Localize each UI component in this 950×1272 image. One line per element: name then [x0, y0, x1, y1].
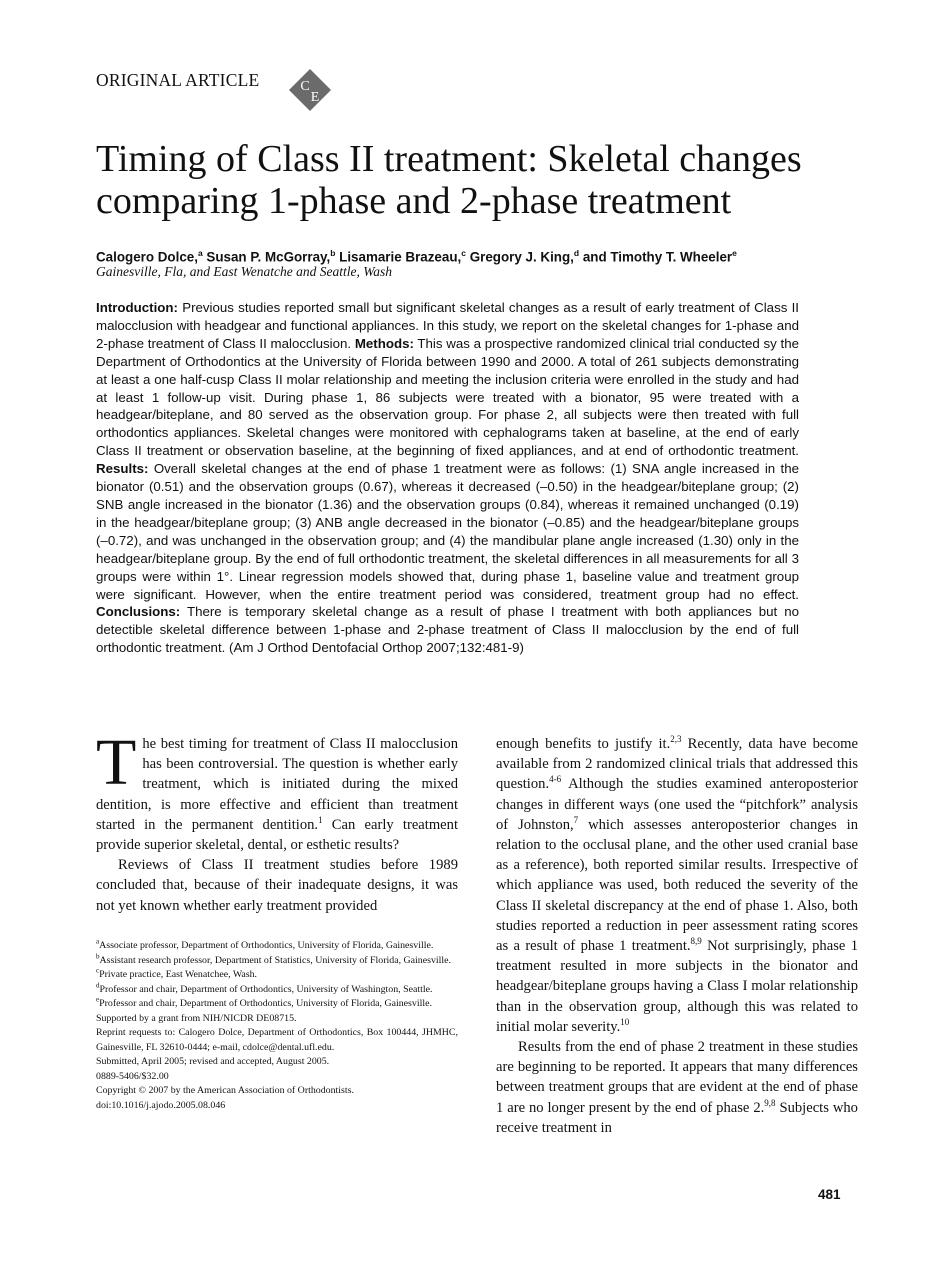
author-mark: c — [461, 248, 466, 258]
abstract — [96, 299, 799, 657]
footnote — [96, 968, 458, 983]
footnote-text: Professor and chair, Department of Orthodontics, University of Washington, Seattle. — [99, 983, 433, 995]
body-paragraph — [96, 855, 458, 916]
paragraph-text: Results from the end of phase 2 treatment in these studies are beginning to be reported. It appears that many differences between treatment groups that are evident at the end of phase 1 are no longer present by the end of phase 2. — [496, 1039, 858, 1116]
issn: 0889-5406/$32.00 — [96, 1070, 169, 1082]
footnote-text: Professor and chair, Department of Orthodontics, University of Florida, Gainesville. — [99, 998, 432, 1009]
author-name: Susan P. McGorray, — [206, 249, 331, 265]
section-label: ORIGINAL ARTICLE — [96, 70, 260, 90]
paragraph-text: Recently, data have become available from 2 randomized clinical trials that addressed this question. — [496, 736, 858, 793]
paragraph-text: Not surprisingly, phase 1 treatment resulted in more subjects in the bionator and headgear/biteplane groups having a Class I molar relationship than in the observation group, although this was related to initial molar severity. — [496, 938, 859, 1035]
abstract-methods: This was a prospective randomized clinical trial conducted sy the Department of Orthodontics at the University of Florida between 1990 and 2000. A total of 261 subjects demonstrating at least a one half-cusp Class II molar relationship and meeting the inclusion criteria were enrolled in the study and had at least 1 follow-up visit. During phase 1, 86 subjects were treated with a bionator, 95 were treated with a headgear/biteplane, and 80 served as the observation group. For phase 2, all subjects were then treated with full orthodontics appliances. Skeletal changes were monitored with cephalograms taken at baseline, at the end of early Class II treatment or observation baseline, at the beginning of fixed appliances, and at end of orthodontic treatment. — [96, 335, 799, 459]
badge-letter-c: C — [300, 79, 310, 94]
copyright-line: Copyright © 2007 by the American Association of Orthodontists. — [96, 1085, 354, 1096]
footnote-text: Associate professor, Department of Orthodontics, University of Florida, Gainesville. — [99, 940, 434, 951]
reprint-note: Reprint requests to: Calogero Dolce, Department of Orthodontics, Box 100444, JHMHC, Gainesville, FL 32610-0444; e-mail, cdolce@dental.ufl.edu. — [96, 1027, 458, 1053]
author-locations: Gainesville, Fla, and East Wenatche and Seattle, Wash — [96, 264, 392, 279]
paragraph-text: he best timing for treatment of Class II malocclusion has been controversial. The question is whether early treatment, which is initiated during the mixed dentition, is more effective and efficient than treatment started in the permanent dentition. — [96, 736, 458, 833]
paragraph-text: which assesses anteroposterior changes in relation to the occlusal plane, and the other used cranial base as a reference), both reported similar results. Irrespective of which appliance was used, both reduced the severity of the Class II skeletal discrepancy at the end of phase 1. Also, both studies reported a reduction in peer assessment rating scores as a result of phase 1 treatment. — [496, 816, 858, 955]
footnote-mark: b — [96, 952, 100, 961]
footnote — [96, 939, 458, 954]
page-number: 481 — [818, 1187, 841, 1202]
abstract-results: Overall skeletal changes at the end of phase 1 treatment were as follows: (1) SNA angle increased in the bionator (0.51) and the observation groups (0.67), whereas it decreased (–0.50) in the headgear/biteplane group; (2) SNB angle increased in the bionator (1.36) and the observation groups (0.84), whereas it remained unchanged (0.19) in the headgear/biteplane group; (3) ANB angle decreased in the bionator (–0.85) and the headgear/biteplane groups (–0.72), and was unchanged in the observation group; and (4) the mandibular plane angle increased (1.30) only in the headgear/biteplane group. By the end of full orthodontic treatment, the skeletal differences in all measurements for all 3 groups were within 1°. Linear regression models showed that, during phase 1, baseline value and treatment group were significant. However, when the entire treatment period was considered, treatment group had no effect. — [96, 461, 799, 602]
citation-ref: 1 — [318, 814, 323, 825]
continuing-education-badge — [288, 68, 332, 112]
citation-ref: 2,3 — [670, 734, 682, 745]
abstract-conclusions: There is temporary skeletal change as a result of phase I treatment with both appliances but no detectible skeletal difference between 1-phase and 2-phase treatment of Class II malocclusion by the end of full orthodontic treatment. (Am J Orthod Dentofacial Orthop 2007;132:481-9) — [96, 604, 799, 656]
citation-ref: 8,9 — [690, 936, 702, 947]
footnote-text: Private practice, East Wenatchee, Wash. — [99, 969, 258, 980]
footnote-text: Assistant research professor, Department of Statistics, University of Florida, Gainesville. — [99, 954, 451, 966]
abstract-results-label: Results: — [96, 461, 149, 477]
body-column-left — [96, 726, 459, 916]
abstract-methods-label: Methods: — [354, 335, 414, 351]
body-paragraph — [496, 734, 858, 1037]
abstract-intro-label: Introduction: — [96, 300, 178, 315]
grant-note: Supported by a grant from NIH/NICDR DE08715. — [96, 1012, 297, 1024]
footnote-mark: e — [96, 995, 100, 1004]
body-column-right — [496, 734, 858, 1138]
citation-ref: 10 — [620, 1016, 630, 1027]
author-name: Lisamarie Brazeau, — [339, 249, 462, 265]
author-mark: e — [732, 248, 737, 258]
footnote-mark: d — [96, 981, 100, 990]
citation-ref: 4-6 — [549, 774, 562, 785]
body-paragraph — [496, 1037, 858, 1138]
author-name: Calogero Dolce, — [96, 249, 198, 265]
paragraph-text: Subjects who receive treatment in — [496, 1099, 858, 1136]
title-line-2: comparing 1-phase and 2-phase treatment — [96, 180, 732, 222]
paragraph-text: enough benefits to justify it. — [496, 736, 671, 752]
footnote — [96, 997, 458, 1012]
doi-link: doi:10.1016/j.ajodo.2005.08.046 — [96, 1099, 226, 1111]
author-mark: b — [330, 248, 336, 258]
footnote — [96, 983, 458, 998]
submission-dates: Submitted, April 2005; revised and accepted, August 2005. — [96, 1056, 330, 1067]
citation-ref: 7 — [573, 814, 579, 825]
footnote-mark: c — [96, 966, 100, 975]
footnote — [96, 954, 458, 969]
citation-ref: 9,8 — [764, 1097, 776, 1108]
author-name: and Timothy T. Wheeler — [582, 249, 733, 265]
drop-cap: T — [96, 726, 137, 799]
paragraph-text: Can early treatment provide superior skeletal, dental, or esthetic results? — [96, 816, 459, 854]
article-title — [96, 138, 896, 222]
author-name: Gregory J. King, — [469, 249, 574, 265]
author-mark: d — [573, 248, 580, 258]
footnote-mark: a — [96, 937, 100, 946]
title-line-1: Timing of Class II treatment: Skeletal changes — [96, 138, 802, 180]
author-mark: a — [197, 248, 203, 258]
abstract-conclusions-label: Conclusions: — [96, 604, 181, 620]
abstract-intro: Previous studies reported small but significant skeletal changes as a result of early treatment of Class II malocclusion with headgear and functional appliances. In this study, we report on the skeletal changes for 1-phase and 2-phase treatment of Class II malocclusion. — [96, 300, 799, 351]
footnotes — [96, 939, 458, 1113]
body-paragraph — [96, 726, 459, 855]
paragraph-text: Reviews of Class II treatment studies before 1989 concluded that, because of their inadequate designs, it was not yet known whether early treatment provided — [96, 857, 458, 914]
badge-letter-e: E — [310, 90, 320, 105]
paragraph-text: Although the studies examined anteroposterior changes in different ways (one used the “pitchfork” analysis of Johnston, — [496, 776, 858, 833]
